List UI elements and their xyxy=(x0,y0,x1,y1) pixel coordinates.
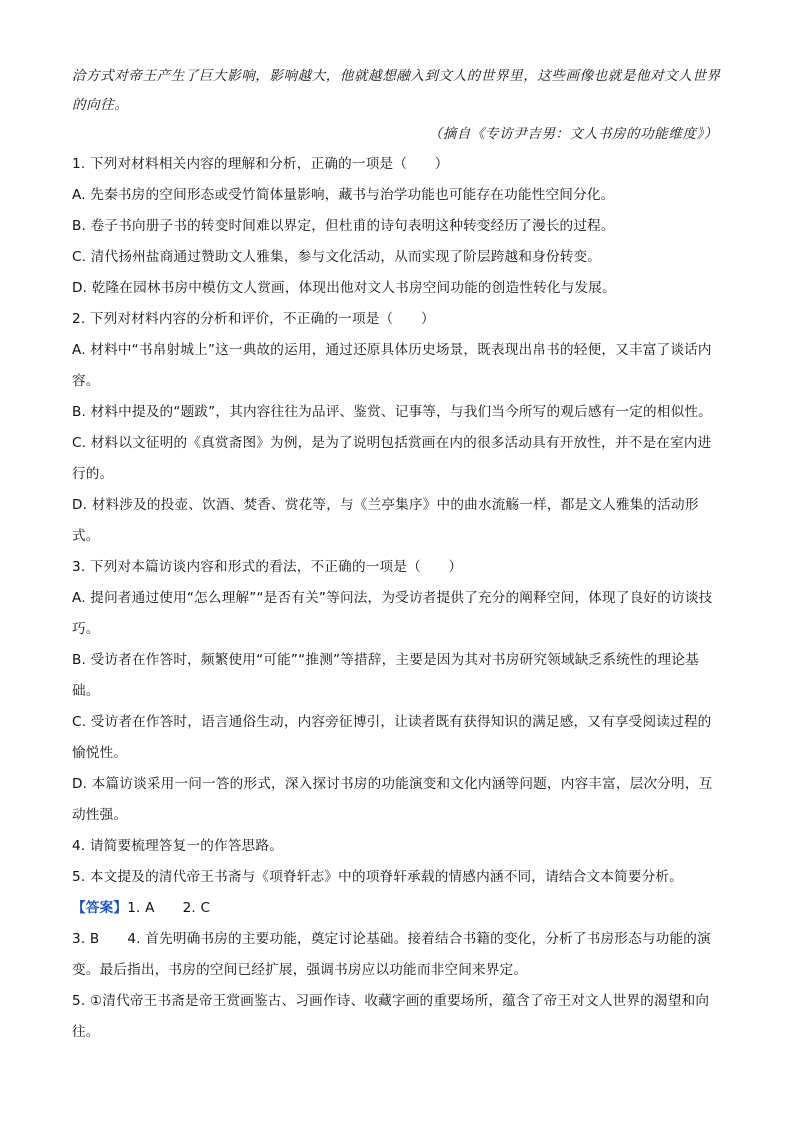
option-d: D. 本篇访谈采用一问一答的形式，深入探讨书房的功能演变和文化内涵等问题，内容丰富，层次分明，互动性强。 xyxy=(72,776,713,823)
answer-4: 4. 首先明确书房的主要功能，奠定讨论基础。接着结合书籍的变化，分析了书房形态与功能的演变。最后指出，书房的空间已经扩展，强调书房应以功能而非空间来界定。 xyxy=(72,931,711,978)
question-stem: 1. 下列对材料相关内容的理解和分析，正确的一项是（ ） xyxy=(72,156,449,172)
option-a: A. 材料中“书帛射城上”这一典故的运用，通过还原具体历史场景，既表现出帛书的轻便，又丰富了谈话内容。 xyxy=(72,342,712,389)
answer-line-1 xyxy=(72,893,724,924)
question-1 xyxy=(72,149,724,304)
option-a: A. 提问者通过使用“怎么理解”“是否有关”等问法，为受访者提供了充分的阐释空间，体现了良好的访谈技巧。 xyxy=(72,590,713,637)
document-page xyxy=(72,62,724,1048)
question-3 xyxy=(72,552,724,831)
answer-3: 3. B xyxy=(72,931,100,947)
passage-source: （摘自《专访尹吉男：文人书房的功能维度》） xyxy=(428,126,718,142)
passage-line-2: 的向往。 xyxy=(72,97,129,113)
answer-5: 5. ①清代帝王书斋是帝王赏画鉴古、习画作诗、收藏字画的重要场所，蕴含了帝王对文人世界的渴望和向往。 xyxy=(72,993,710,1040)
question-5: 5. 本文提及的清代帝王书斋与《项脊轩志》中的项脊轩承载的情感内涵不同，请结合文本简要分析。 xyxy=(72,869,684,885)
question-2 xyxy=(72,304,724,552)
option-d: D. 乾隆在园林书房中模仿文人赏画，体现出他对文人书房空间功能的创造性转化与发展。 xyxy=(72,280,616,296)
answer-2: 2. C xyxy=(182,900,211,916)
passage-line-1: 洽方式对帝王产生了巨大影响，影响越大，他就越想融入到文人的世界里，这些画像也就是他对文人世界 xyxy=(72,68,721,84)
option-b: B. 材料中提及的“题跋”，其内容往往为品评、鉴赏、记事等，与我们当今所写的观后感有一定的相似性。 xyxy=(72,404,712,420)
option-b: B. 受访者在作答时，频繁使用“可能”“推测”等措辞，主要是因为其对书房研究领域缺乏系统性的理论基础。 xyxy=(72,652,699,699)
option-b: B. 卷子书向册子书的转变时间难以界定，但杜甫的诗句表明这种转变经历了漫长的过程。 xyxy=(72,218,615,234)
option-c: C. 材料以文征明的《真赏斋图》为例，是为了说明包括赏画在内的很多活动具有开放性，并不是在室内进行的。 xyxy=(72,435,712,482)
answer-1: 1. A xyxy=(127,900,155,916)
option-a: A. 先秦书房的空间形态或受竹简体量影响，藏书与治学功能也可能存在功能性空间分化。 xyxy=(72,187,615,203)
question-stem: 2. 下列对材料内容的分析和评价，不正确的一项是（ ） xyxy=(72,311,435,327)
option-c: C. 清代扬州盐商通过赞助文人雅集，参与文化活动，从而实现了阶层跨越和身份转变。 xyxy=(72,249,602,265)
answer-line-2 xyxy=(72,924,724,986)
question-stem: 3. 下列对本篇访谈内容和形式的看法，不正确的一项是（ ） xyxy=(72,559,463,575)
option-d: D. 材料涉及的投壶、饮酒、焚香、赏花等，与《兰亭集序》中的曲水流觞一样，都是文人雅集的活动形式。 xyxy=(72,497,699,544)
option-c: C. 受访者在作答时，语言通俗生动，内容旁征博引，让读者既有获得知识的满足感，又有享受阅读过程的愉悦性。 xyxy=(72,714,712,761)
answer-label: 【答案】 xyxy=(72,900,128,916)
question-4: 4. 请简要梳理答复一的作答思路。 xyxy=(72,838,284,854)
